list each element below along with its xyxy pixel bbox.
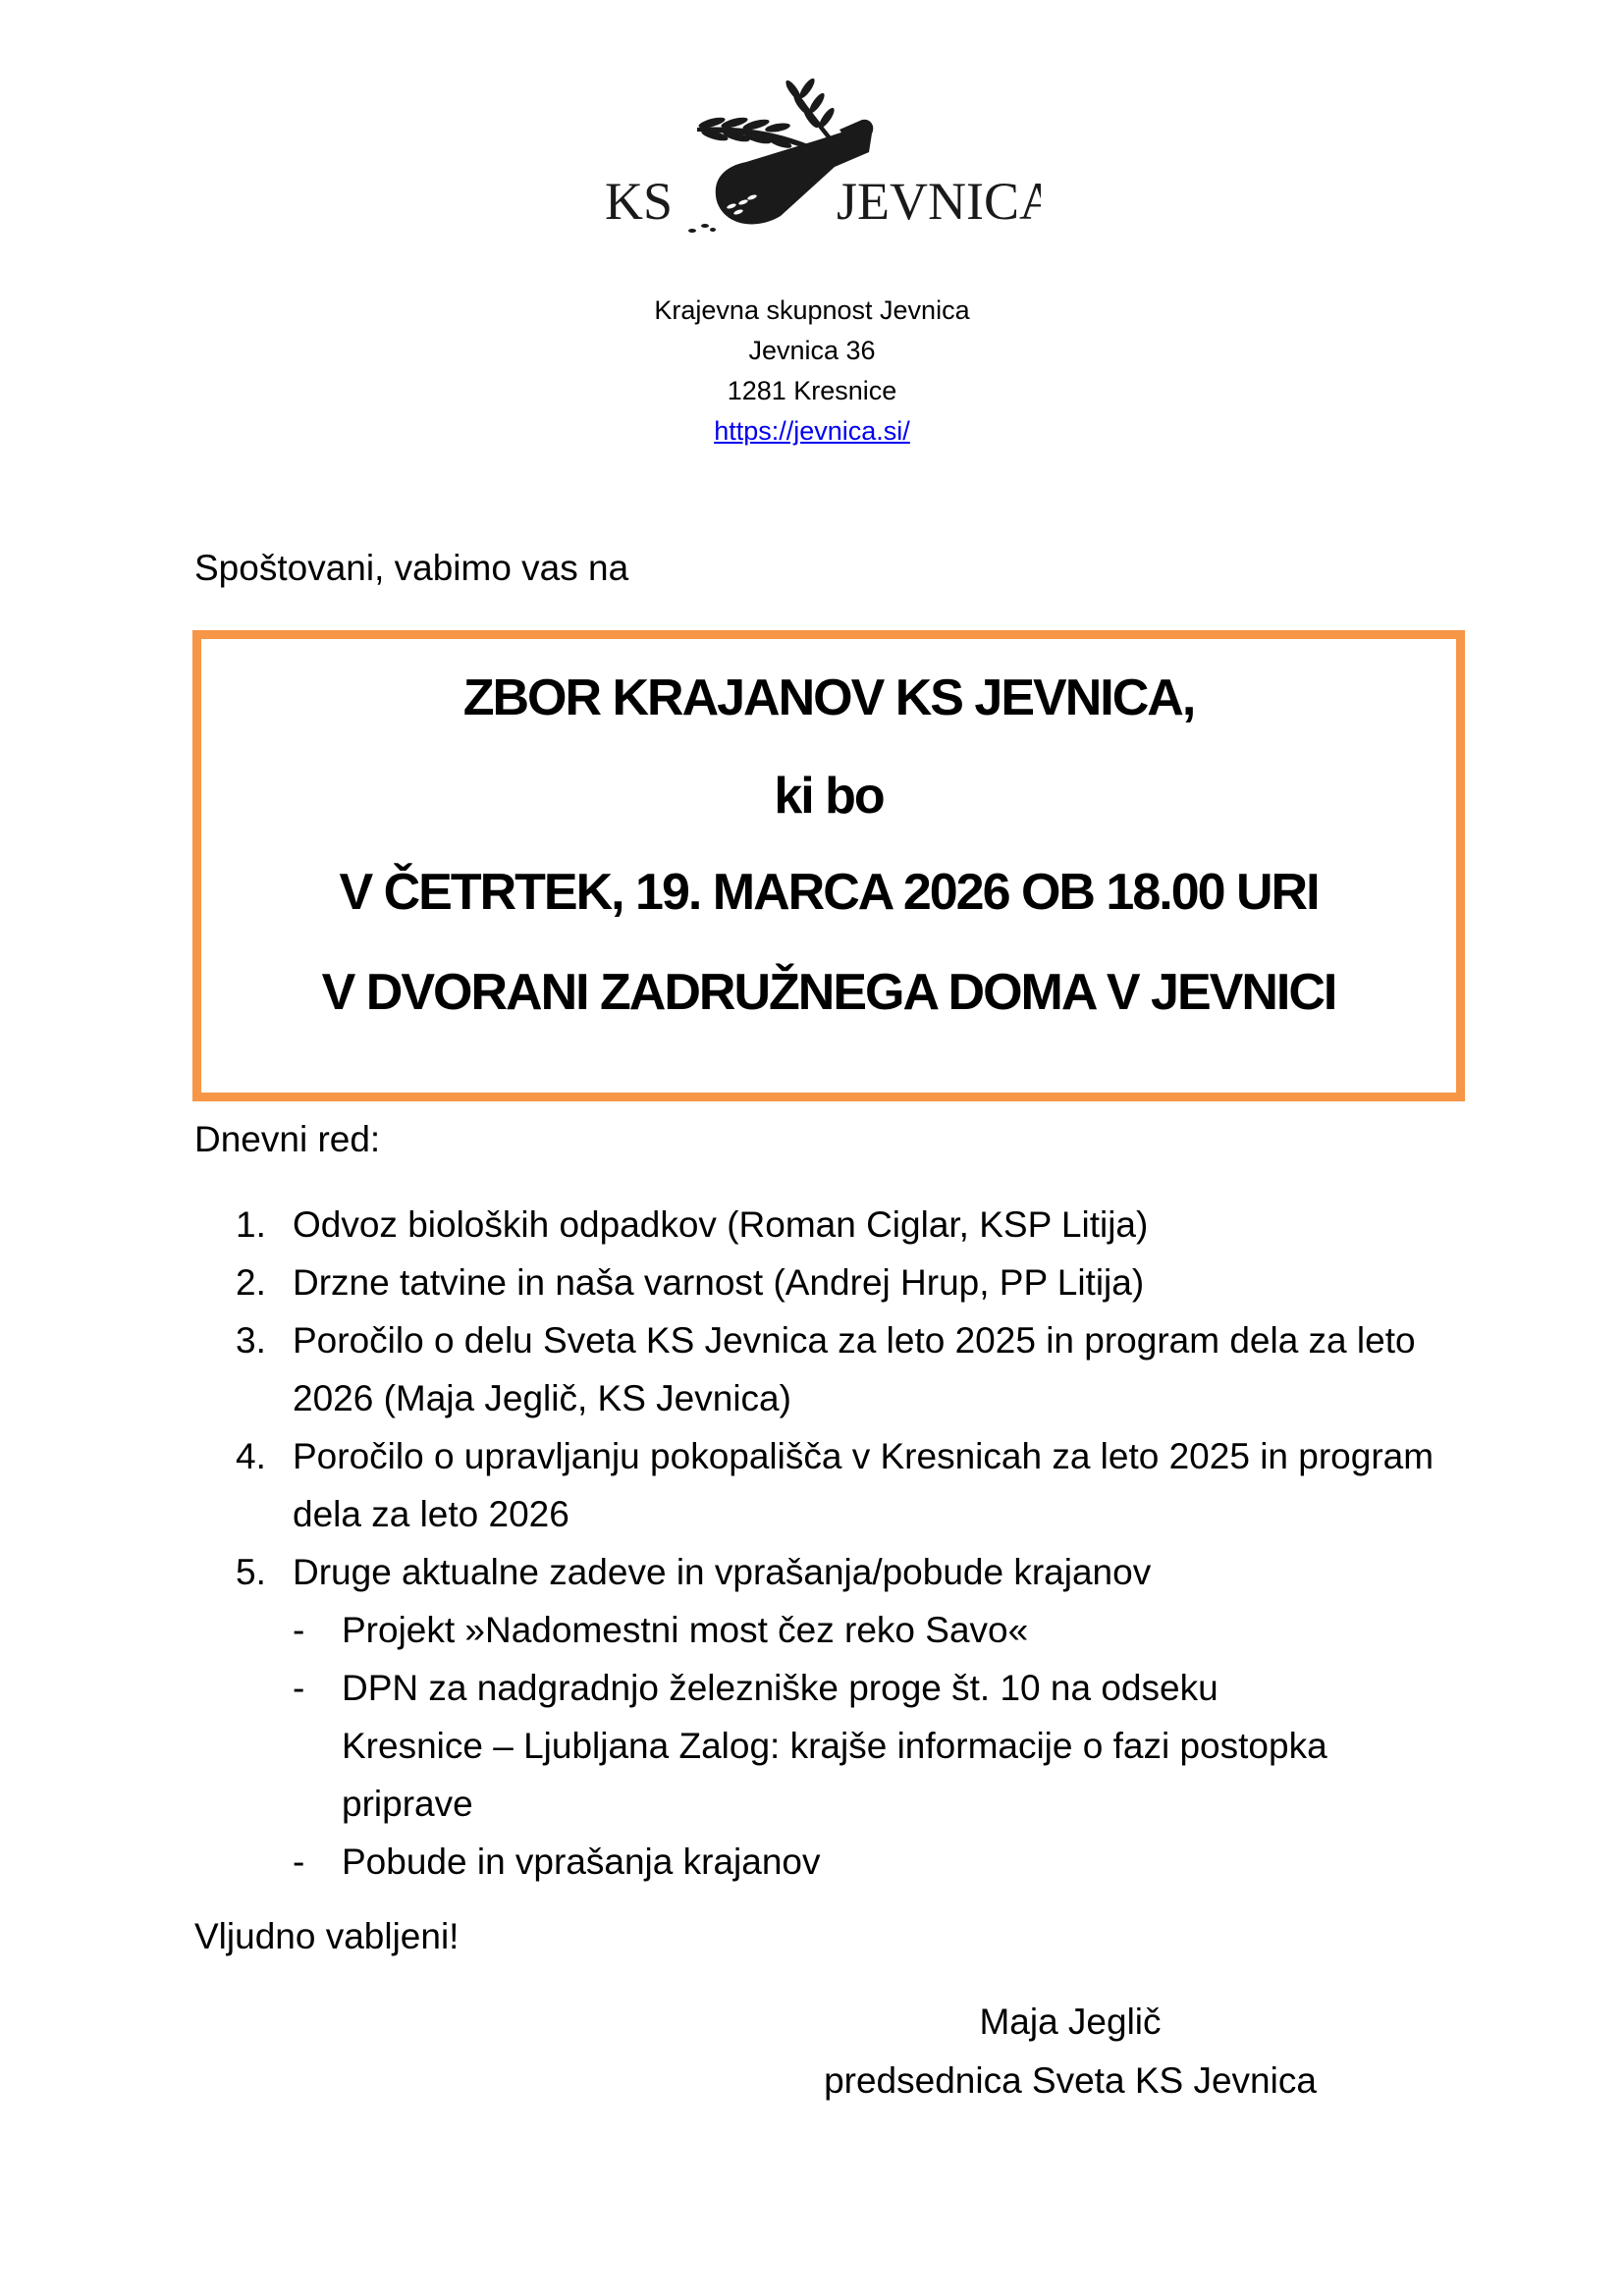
announcement-box — [192, 630, 1465, 1101]
agenda-item-number: 4. — [236, 1436, 266, 1476]
agenda-list — [236, 1196, 1473, 1891]
agenda-subitem — [293, 1833, 1473, 1891]
agenda-subitem — [293, 1601, 1473, 1659]
dash-bullet: - — [293, 1610, 305, 1650]
wheat-scoop-icon — [599, 69, 1041, 245]
logo — [599, 69, 1041, 245]
organization-name: Krajevna skupnost Jevnica — [654, 295, 970, 325]
agenda-item-number: 2. — [236, 1262, 266, 1303]
agenda-item — [236, 1196, 1473, 1254]
signatory-title: predsednica Sveta KS Jevnica — [824, 2060, 1317, 2101]
signatory-name: Maja Jeglič — [979, 2002, 1162, 2042]
agenda-item-number: 3. — [236, 1320, 266, 1361]
closing-text: Vljudno vabljeni! — [194, 1916, 460, 1956]
agenda-item — [236, 1311, 1473, 1427]
website-link[interactable]: https://jevnica.si/ — [714, 416, 910, 446]
agenda-item-text: Druge aktualne zadeve in vprašanja/pobude krajanov — [293, 1552, 1152, 1592]
agenda-subitem-text: Projekt »Nadomestni most čez reko Savo« — [342, 1610, 1029, 1650]
postal-city: 1281 Kresnice — [727, 376, 897, 405]
agenda-subitem-text: Pobude in vprašanja krajanov — [342, 1842, 821, 1882]
agenda-item-text: Poročilo o delu Sveta KS Jevnica za leto 2025 in program dela za leto 2026 (Maja Jeglič, KS Jevnica) — [293, 1320, 1416, 1418]
announcement-title: ZBOR KRAJANOV KS JEVNICA, — [462, 669, 1195, 726]
agenda-item-text: Drzne tatvine in naša varnost (Andrej Hrup, PP Litija) — [293, 1262, 1145, 1303]
agenda-item-text: Poročilo o upravljanju pokopališča v Kresnicah za leto 2025 in program dela za leto 2026 — [293, 1436, 1435, 1534]
logo-jevnica-text: JEVNICA — [837, 172, 1041, 231]
address-block — [0, 291, 1624, 452]
logo-ks-text: KS — [605, 172, 674, 231]
greeting: Spoštovani, vabimo vas na — [194, 548, 629, 588]
signature-block — [785, 1993, 1355, 2110]
announcement-location: V DVORANI ZADRUŽNEGA DOMA V JEVNICI — [321, 964, 1336, 1021]
agenda-subitem-text: DPN za nadgradnjo železniške proge št. 10 na odseku Kresnice – Ljubljana Zalog: krajše informacije o fazi postopka priprave — [342, 1668, 1327, 1824]
agenda-item — [236, 1254, 1473, 1311]
agenda-item — [236, 1543, 1473, 1601]
dash-bullet: - — [293, 1668, 305, 1708]
announcement-connector: ki bo — [774, 768, 884, 825]
agenda-item-text: Odvoz bioloških odpadkov (Roman Ciglar, KSP Litija) — [293, 1204, 1149, 1245]
announcement-datetime: V ČETRTEK, 19. MARCA 2026 OB 18.00 URI — [339, 864, 1319, 921]
agenda-subitem — [293, 1659, 1333, 1833]
agenda-item-number: 5. — [236, 1552, 266, 1592]
agenda-title: Dnevni red: — [194, 1119, 381, 1159]
dash-bullet: - — [293, 1842, 305, 1882]
street-address: Jevnica 36 — [748, 336, 876, 365]
agenda-item-number: 1. — [236, 1204, 266, 1245]
agenda-item — [236, 1427, 1473, 1543]
